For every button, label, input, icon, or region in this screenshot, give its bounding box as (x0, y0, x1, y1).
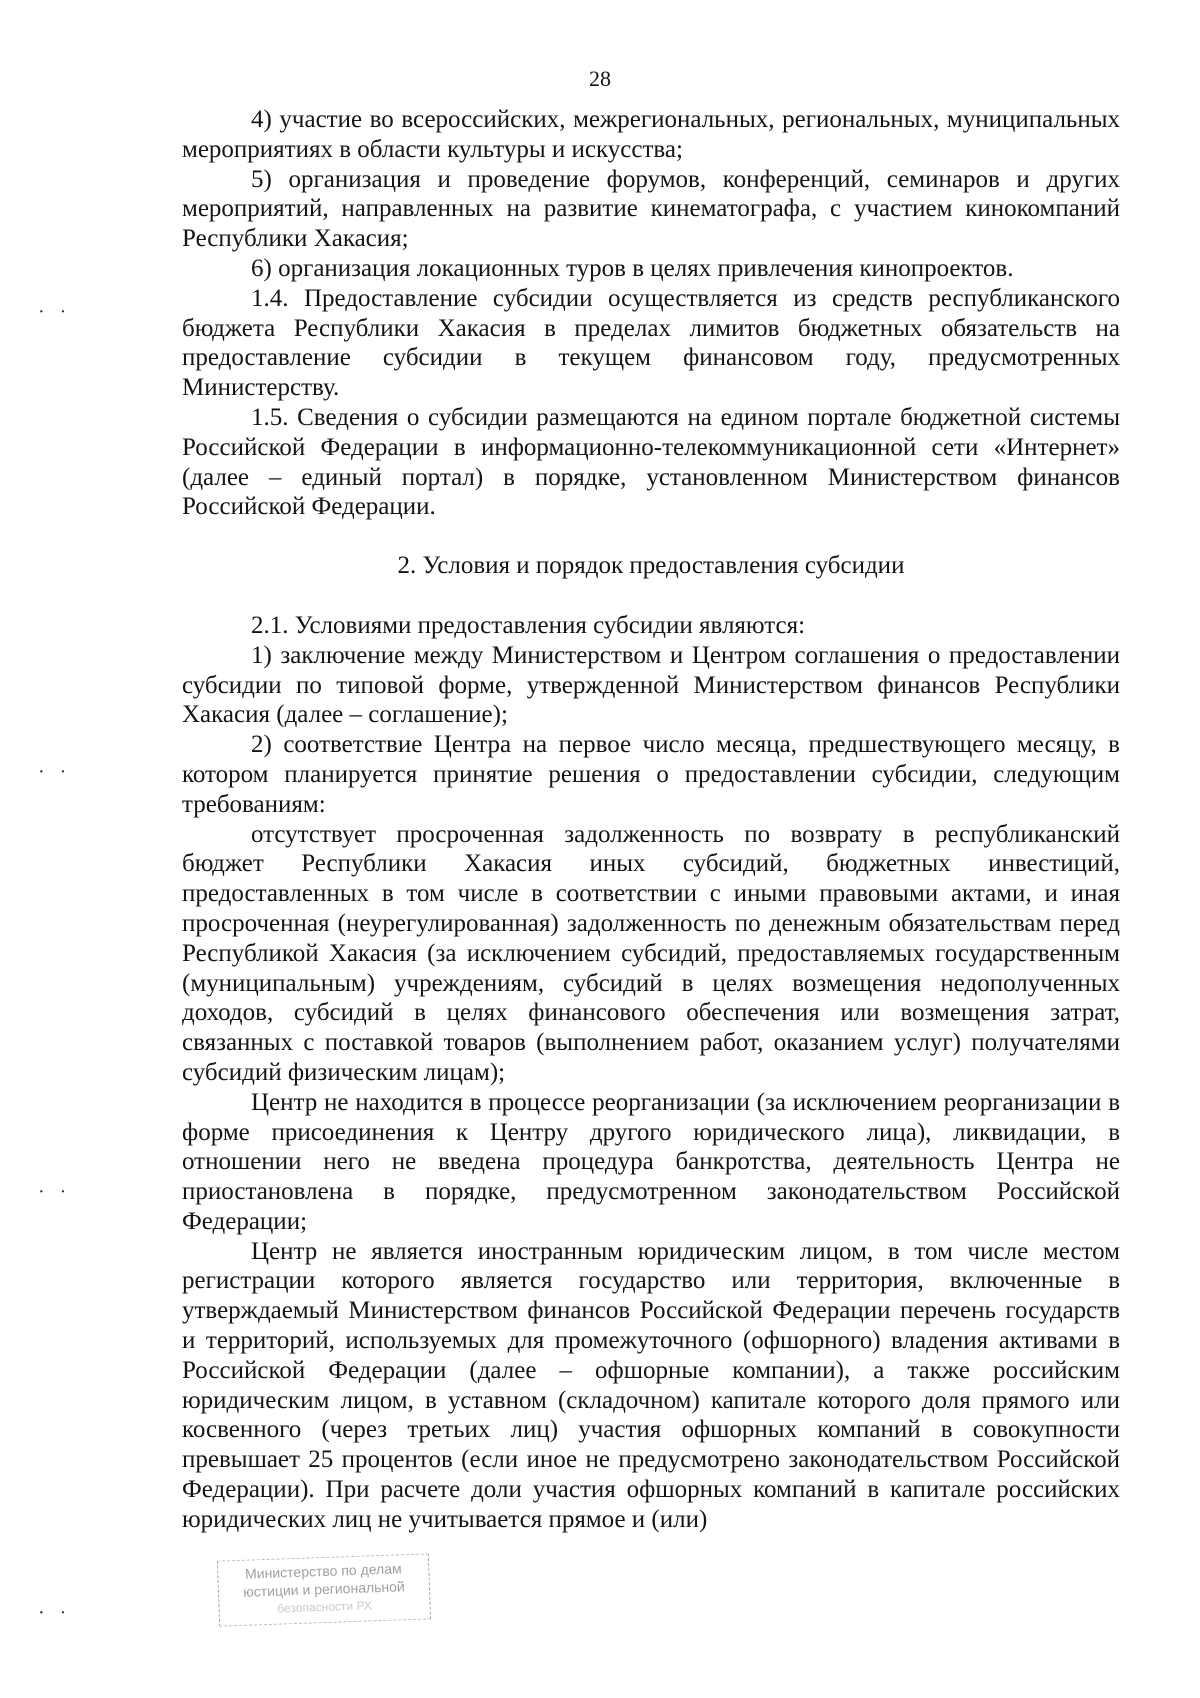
document-body (182, 105, 1120, 1535)
paragraph-1-5: 1.5. Сведения о субсидии размещаются на едином портале бюджетной системы Российской Федерации в информационно-телекоммуникационной сети «Интернет» (далее – единый портал) в порядке, установленном Министерством финансов Российской Федерации. (182, 403, 1120, 521)
stamp-line: юстиции и региональной (242, 1578, 405, 1600)
paragraph-item-4: 4) участие во всероссийских, межрегиональных, региональных, муниципальных мероприятиях в области культуры и искусства; (182, 106, 1120, 163)
paragraph-item-6: 6) организация локационных туров в целях привлечения кинопроектов. (251, 254, 1014, 282)
paragraph-no-debt: отсутствует просроченная задолженность по возврату в республиканский бюджет Республики Хакасия иных субсидий, бюджетных инвестиций, предоставленных в том числе в соответствии с иными правовыми актами, и иная просроченная (неурегулированная) задолженность по денежным обязательствам перед Республикой Хакасия (за исключением субсидий, предоставляемых государственным (муниципальным) учреждениям, субсидий в целях возмещения недополученных доходов, субсидий в целях финансового обеспечения или возмещения затрат, связанных с поставкой товаров (выполнением работ, оказанием услуг) получателями субсидий физическим лицам); (182, 820, 1120, 1086)
paragraph-1-4: 1.4. Предоставление субсидии осуществляется из средств республиканского бюджета Республики Хакасия в пределах лимитов бюджетных обязательств на предоставление субсидии в текущем финансовом году, предусмотренных Министерству. (182, 284, 1120, 402)
paragraph-item-5: 5) организация и проведение форумов, конференций, семинаров и других мероприятий, направленных на развитие кинематографа, с участием кинокомпаний Республики Хакасия; (182, 165, 1120, 253)
stamp-line: безопасности РХ (277, 1598, 373, 1616)
paragraph-not-foreign: Центр не является иностранным юридическим лицом, в том числе местом регистрации которого является государство или территория, включенные в утверждаемый Министерством финансов Российской Федерации перечень государств и территорий, используемых для промежуточного (офшорного) владения активами в Российской Федерации (далее – офшорные компании), а также российским юридическим лицом, в уставном (складочном) капитале которого доля прямого или косвенного (через третьих лиц) участия офшорных компаний в совокупности превышает 25 процентов (если иное не предусмотрено законодательством Российской Федерации). При расчете доли участия офшорных компаний в капитале российских юридических лиц не учитывается прямое и (или) (182, 1237, 1120, 1533)
paragraph-condition-1: 1) заключение между Министерством и Центром соглашения о предоставлении субсидии по типовой форме, утвержденной Министерством финансов Республики Хакасия (далее – соглашение); (182, 641, 1120, 729)
stamp-line: Министерство по делам (244, 1560, 402, 1582)
margin-mark: · · (38, 301, 67, 323)
section-heading: 2. Условия и порядок предоставления субсидии (397, 552, 905, 580)
paragraph-2-1: 2.1. Условиями предоставления субсидии являются: (251, 611, 806, 639)
margin-mark: · · (38, 1181, 67, 1203)
page-number: 28 (589, 66, 611, 91)
paragraph-no-reorganization: Центр не находится в процессе реорганизации (за исключением реорганизации в форме присоединения к Центру другого юридического лица), ликвидации, в отношении него не введена процедура банкротства, деятельность Центра не приостановлена в порядке, предусмотренном законодательством Российской Федерации; (182, 1088, 1120, 1235)
paragraph-condition-2: 2) соответствие Центра на первое число месяца, предшествующего месяцу, в котором планируется принятие решения о предоставлении субсидии, следующим требованиям: (182, 731, 1120, 818)
margin-mark: · · (38, 761, 67, 783)
margin-mark: · · (38, 1602, 67, 1624)
registration-stamp (217, 1553, 431, 1626)
